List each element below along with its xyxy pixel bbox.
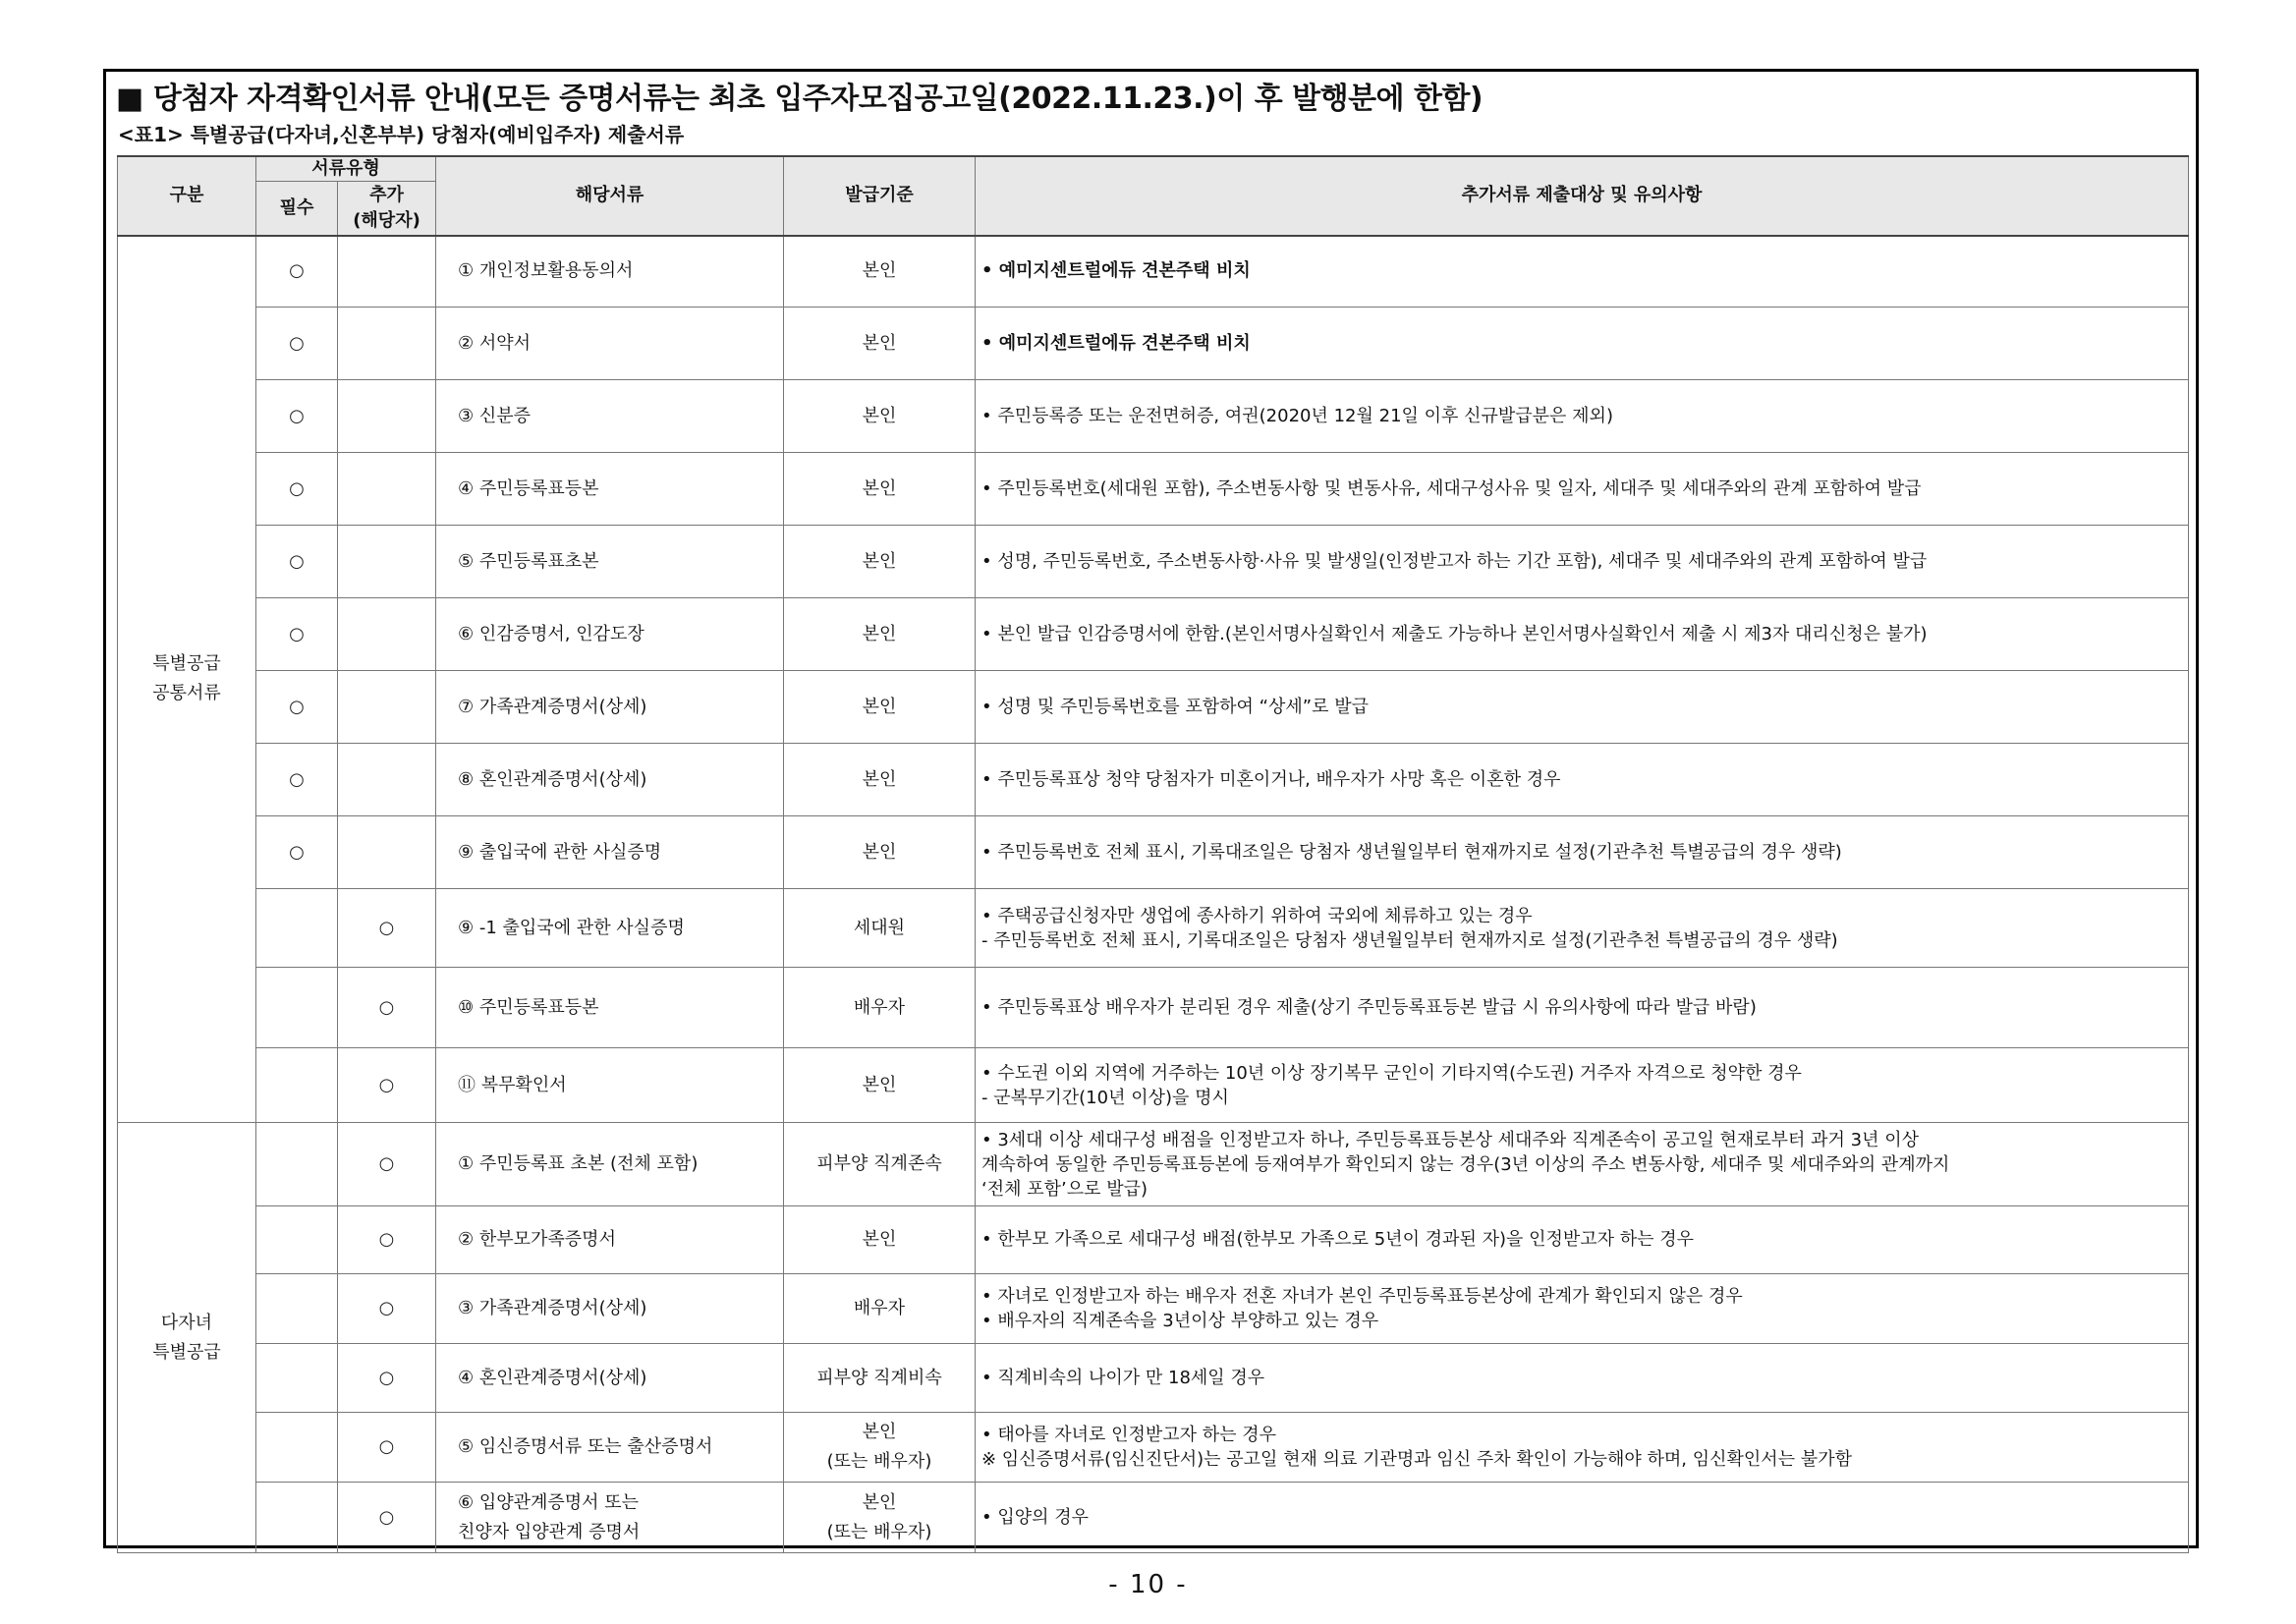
- additional-cell: [338, 453, 436, 526]
- additional-mark: ○: [378, 1074, 395, 1095]
- issuance-cell: [784, 968, 976, 1048]
- document-cell: [436, 1413, 784, 1483]
- table-row: [118, 453, 2189, 526]
- issuance-basis: 피부양 직계존속: [816, 1153, 942, 1174]
- table-row: [118, 889, 2189, 968]
- additional-cell: [338, 1274, 436, 1344]
- note-text: 계속하여 동일한 주민등록표등본에 등재여부가 확인되지 않는 경우(3년 이상의 주소 변동사항, 세대주 및 세대주와의 관계까지: [981, 1153, 1950, 1175]
- notes-cell: [976, 380, 2189, 453]
- issuance-cell: [784, 1123, 976, 1206]
- required-cell: [256, 1344, 338, 1413]
- issuance-cell: [784, 1206, 976, 1274]
- table-row: [118, 744, 2189, 816]
- required-cell: [256, 744, 338, 816]
- additional-mark: ○: [378, 1367, 395, 1388]
- document-name: ① 주민등록표 초본 (전체 포함): [458, 1153, 699, 1174]
- required-cell: [256, 1206, 338, 1274]
- note-text: • 주택공급신청자만 생업에 종사하기 위하여 국외에 체류하고 있는 경우: [981, 905, 1533, 926]
- header-required: 필수: [256, 182, 338, 236]
- notes-cell: [976, 671, 2189, 744]
- document-cell: [436, 744, 784, 816]
- issuance-basis: 본인: [862, 405, 897, 426]
- issuance-basis: 세대원: [853, 917, 906, 938]
- document-name: ④ 혼인관계증명서(상세): [458, 1367, 647, 1388]
- notes-cell: [976, 1048, 2189, 1123]
- document-cell: [436, 671, 784, 744]
- document-cell: [436, 1274, 784, 1344]
- issuance-basis: 본인: [862, 260, 897, 282]
- document-cell: [436, 816, 784, 889]
- documents-table: [117, 155, 2189, 1553]
- notes-cell: [976, 1483, 2189, 1553]
- document-cell: [436, 1344, 784, 1413]
- table-body: [118, 236, 2189, 1553]
- issuance-cell: [784, 236, 976, 308]
- note-text: • 3세대 이상 세대구성 배점을 인정받고자 하나, 주민등록표등본상 세대주와 직계존속이 공고일 현재로부터 과거 3년 이상: [981, 1129, 1919, 1150]
- required-mark: ○: [289, 623, 305, 644]
- issuance-basis: 본인: [862, 1491, 897, 1513]
- required-cell: [256, 816, 338, 889]
- issuance-cell: [784, 1344, 976, 1413]
- issuance-basis: 피부양 직계비속: [816, 1367, 942, 1388]
- document-cell: [436, 1048, 784, 1123]
- note-text: • 배우자의 직계존속을 3년이상 부양하고 있는 경우: [981, 1311, 1379, 1331]
- additional-mark: ○: [378, 996, 395, 1018]
- issuance-basis: 본인: [862, 1229, 897, 1250]
- additional-cell: [338, 380, 436, 453]
- category-label: 특별공급: [152, 1341, 221, 1363]
- document-name: ④ 주민등록표등본: [458, 477, 599, 499]
- table-caption: <표1> 특별공급(다자녀,신혼부부) 당첨자(예비입주자) 제출서류: [118, 123, 685, 146]
- note-text: • 예미지센트럴에듀 견본주택 비치: [981, 332, 1251, 354]
- additional-cell: [338, 968, 436, 1048]
- additional-mark: ○: [378, 917, 395, 938]
- document-name: ③ 신분증: [458, 405, 532, 426]
- table-row: [118, 1048, 2189, 1123]
- table-row: [118, 816, 2189, 889]
- issuance-cell: [784, 308, 976, 380]
- table-row: [118, 598, 2189, 671]
- document-cell: [436, 889, 784, 968]
- header-notes: 추가서류 제출대상 및 유의사항: [976, 156, 2189, 236]
- additional-cell: [338, 1483, 436, 1553]
- note-text: • 예미지센트럴에듀 견본주택 비치: [981, 260, 1251, 282]
- page-title: ■ 당첨자 자격확인서류 안내(모든 증명서류는 최초 입주자모집공고일(2022.11.23.)이 후 발행분에 한함): [116, 82, 1484, 116]
- document-name: ⑨ -1 출입국에 관한 사실증명: [458, 917, 685, 938]
- table-row: [118, 968, 2189, 1048]
- document-cell: [436, 598, 784, 671]
- additional-cell: [338, 308, 436, 380]
- note-text: • 한부모 가족으로 세대구성 배점(한부모 가족으로 5년이 경과된 자)을 인정받고자 하는 경우: [981, 1229, 1695, 1250]
- document-name: ⑥ 인감증명서, 인감도장: [458, 623, 644, 644]
- document-cell: [436, 968, 784, 1048]
- notes-cell: [976, 526, 2189, 598]
- additional-cell: [338, 1123, 436, 1206]
- notes-cell: [976, 453, 2189, 526]
- required-mark: ○: [289, 260, 305, 282]
- required-mark: ○: [289, 696, 305, 717]
- document-name: ⑦ 가족관계증명서(상세): [458, 696, 647, 717]
- note-text: • 주민등록증 또는 운전면허증, 여권(2020년 12월 21일 이후 신규발급분은 제외): [981, 405, 1613, 426]
- note-text: • 태아를 자녀로 인정받고자 하는 경우: [981, 1425, 1277, 1445]
- notes-cell: [976, 744, 2189, 816]
- issuance-cell: [784, 526, 976, 598]
- document-cell: [436, 1123, 784, 1206]
- issuance-cell: [784, 598, 976, 671]
- issuance-cell: [784, 1413, 976, 1483]
- notes-cell: [976, 598, 2189, 671]
- additional-mark: ○: [378, 1436, 395, 1457]
- note-text: • 주민등록번호 전체 표시, 기록대조일은 당첨자 생년월일부터 현재까지로 설정(기관추천 특별공급의 경우 생략): [981, 841, 1842, 863]
- table-row: [118, 236, 2189, 308]
- issuance-basis: (또는 배우자): [826, 1451, 932, 1472]
- category-cell: [118, 236, 256, 1123]
- document-name: ⑤ 주민등록표초본: [458, 550, 599, 572]
- required-cell: [256, 889, 338, 968]
- category-label: 공통서류: [152, 683, 221, 704]
- additional-cell: [338, 1048, 436, 1123]
- category-label: 다자녀: [160, 1312, 213, 1333]
- document-cell: [436, 1206, 784, 1274]
- header-category: 구분: [118, 156, 256, 236]
- note-text: • 본인 발급 인감증명서에 한함.(본인서명사실확인서 제출도 가능하나 본인서명사실확인서 제출 시 제3자 대리신청은 불가): [981, 623, 1928, 644]
- additional-cell: [338, 889, 436, 968]
- notes-cell: [976, 1344, 2189, 1413]
- note-text: • 주민등록표상 청약 당첨자가 미혼이거나, 배우자가 사망 혹은 이혼한 경우: [981, 768, 1561, 790]
- note-text: • 성명, 주민등록번호, 주소변동사항·사유 및 발생일(인정받고자 하는 기간 포함), 세대주 및 세대주와의 관계 포함하여 발급: [981, 550, 1928, 572]
- issuance-cell: [784, 671, 976, 744]
- additional-cell: [338, 598, 436, 671]
- issuance-basis: 본인: [862, 696, 897, 717]
- required-cell: [256, 526, 338, 598]
- table-row: [118, 1206, 2189, 1274]
- note-text: - 주민등록번호 전체 표시, 기록대조일은 당첨자 생년월일부터 현재까지로 설정(기관추천 특별공급의 경우 생략): [981, 929, 1838, 951]
- required-cell: [256, 453, 338, 526]
- table-row: [118, 526, 2189, 598]
- issuance-basis: 본인: [862, 477, 897, 499]
- document-cell: [436, 236, 784, 308]
- additional-cell: [338, 236, 436, 308]
- required-mark: ○: [289, 477, 305, 499]
- note-text: - 군복무기간(10년 이상)을 명시: [981, 1087, 1229, 1108]
- issuance-basis: 본인: [862, 332, 897, 354]
- additional-cell: [338, 526, 436, 598]
- document-cell: [436, 1483, 784, 1553]
- notes-cell: [976, 816, 2189, 889]
- document-name: ⑤ 임신증명서류 또는 출산증명서: [458, 1436, 713, 1457]
- issuance-basis: 본인: [862, 550, 897, 572]
- required-cell: [256, 308, 338, 380]
- required-cell: [256, 968, 338, 1048]
- document-frame: [103, 69, 2199, 1548]
- issuance-cell: [784, 453, 976, 526]
- issuance-basis: 본인: [862, 1074, 897, 1095]
- additional-cell: [338, 816, 436, 889]
- notes-cell: [976, 1413, 2189, 1483]
- required-mark: ○: [289, 405, 305, 426]
- notes-cell: [976, 1123, 2189, 1206]
- note-text: ※ 임신증명서류(임신진단서)는 공고일 현재 의료 기관명과 임신 주차 확인이 가능해야 하며, 임신확인서는 불가함: [981, 1449, 1852, 1470]
- table-row: [118, 1123, 2189, 1206]
- header-additional: [338, 182, 436, 236]
- required-cell: [256, 598, 338, 671]
- issuance-cell: [784, 1048, 976, 1123]
- issuance-basis: 배우자: [853, 1298, 906, 1318]
- additional-cell: [338, 1413, 436, 1483]
- table-row: [118, 1483, 2189, 1553]
- additional-mark: ○: [378, 1153, 395, 1174]
- notes-cell: [976, 236, 2189, 308]
- required-mark: ○: [289, 550, 305, 572]
- page-number: - 10 -: [1108, 1570, 1188, 1599]
- required-mark: ○: [289, 768, 305, 790]
- required-mark: ○: [289, 332, 305, 354]
- category-cell: [118, 1123, 256, 1553]
- document-cell: [436, 453, 784, 526]
- issuance-cell: [784, 1274, 976, 1344]
- header-additional-label: 추가: [369, 184, 404, 205]
- note-text: • 수도권 이외 지역에 거주하는 10년 이상 장기복무 군인이 기타지역(수도권) 거주자 자격으로 청약한 경우: [981, 1062, 1802, 1084]
- issuance-basis: 본인: [862, 623, 897, 644]
- note-text: • 자녀로 인정받고자 하는 배우자 전혼 자녀가 본인 주민등록표등본상에 관계가 확인되지 않은 경우: [981, 1286, 1743, 1307]
- header-additional-sub: (해당자): [353, 209, 420, 231]
- notes-cell: [976, 889, 2189, 968]
- document-cell: [436, 526, 784, 598]
- additional-cell: [338, 744, 436, 816]
- issuance-basis: 본인: [862, 768, 897, 790]
- issuance-basis: 배우자: [853, 996, 906, 1018]
- note-text: • 직계비속의 나이가 만 18세일 경우: [981, 1367, 1265, 1388]
- note-text: • 성명 및 주민등록번호를 포함하여 “상세”로 발급: [981, 696, 1369, 717]
- required-cell: [256, 1274, 338, 1344]
- notes-cell: [976, 308, 2189, 380]
- document-name: ③ 가족관계증명서(상세): [458, 1298, 647, 1318]
- table-row: [118, 671, 2189, 744]
- required-cell: [256, 1123, 338, 1206]
- document-name: ① 개인정보활용동의서: [458, 260, 634, 282]
- issuance-basis: (또는 배우자): [826, 1521, 932, 1542]
- header-document: 해당서류: [436, 156, 784, 236]
- additional-cell: [338, 1344, 436, 1413]
- required-cell: [256, 1048, 338, 1123]
- issuance-basis: 본인: [862, 841, 897, 863]
- additional-cell: [338, 1206, 436, 1274]
- document-name: ⑨ 출입국에 관한 사실증명: [458, 841, 662, 863]
- additional-cell: [338, 671, 436, 744]
- table-header: [118, 156, 2189, 236]
- issuance-cell: [784, 889, 976, 968]
- note-text: ‘전체 포함’으로 발급): [981, 1178, 1148, 1200]
- issuance-cell: [784, 816, 976, 889]
- additional-mark: ○: [378, 1506, 395, 1528]
- header-issuance: 발급기준: [784, 156, 976, 236]
- issuance-basis: 본인: [862, 1422, 897, 1442]
- document-name: ⑥ 입양관계증명서 또는: [458, 1491, 640, 1513]
- issuance-cell: [784, 1483, 976, 1553]
- required-cell: [256, 1413, 338, 1483]
- required-cell: [256, 236, 338, 308]
- document-name: ⑩ 주민등록표등본: [458, 996, 599, 1018]
- note-text: • 주민등록표상 배우자가 분리된 경우 제출(상기 주민등록표등본 발급 시 유의사항에 따라 발급 바람): [981, 996, 1757, 1018]
- issuance-cell: [784, 744, 976, 816]
- required-mark: ○: [289, 841, 305, 863]
- note-text: • 주민등록번호(세대원 포함), 주소변동사항 및 변동사유, 세대구성사유 및 일자, 세대주 및 세대주와의 관계 포함하여 발급: [981, 477, 1922, 499]
- notes-cell: [976, 968, 2189, 1048]
- category-label: 특별공급: [152, 653, 221, 675]
- document-name: ② 한부모가족증명서: [458, 1229, 616, 1250]
- table-row: [118, 308, 2189, 380]
- issuance-cell: [784, 380, 976, 453]
- additional-mark: ○: [378, 1229, 395, 1250]
- table-row: [118, 1344, 2189, 1413]
- required-cell: [256, 671, 338, 744]
- table-row: [118, 1274, 2189, 1344]
- table-row: [118, 1413, 2189, 1483]
- required-cell: [256, 1483, 338, 1553]
- table-row: [118, 380, 2189, 453]
- document-name: 친양자 입양관계 증명서: [458, 1521, 641, 1542]
- document-name: ⑧ 혼인관계증명서(상세): [458, 768, 647, 790]
- document-name: ⑪ 복무확인서: [458, 1074, 567, 1095]
- header-doc-type: 서류유형: [256, 156, 436, 182]
- document-name: ② 서약서: [458, 332, 532, 354]
- notes-cell: [976, 1206, 2189, 1274]
- document-cell: [436, 308, 784, 380]
- notes-cell: [976, 1274, 2189, 1344]
- additional-mark: ○: [378, 1298, 395, 1318]
- required-cell: [256, 380, 338, 453]
- document-cell: [436, 380, 784, 453]
- note-text: • 입양의 경우: [981, 1506, 1090, 1528]
